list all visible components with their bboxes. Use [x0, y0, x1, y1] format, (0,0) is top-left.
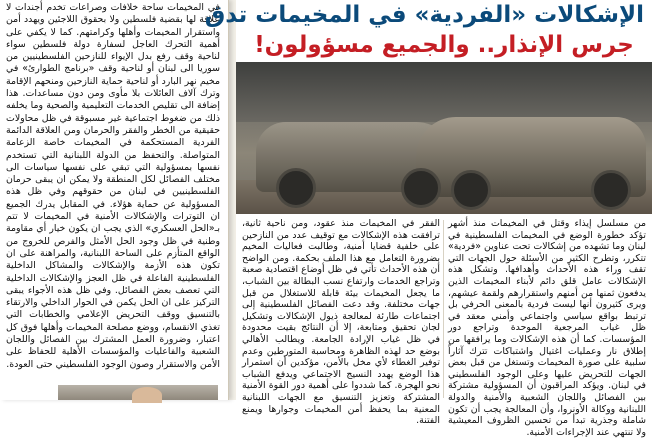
sidebar-column — [0, 0, 240, 400]
car-wheel — [451, 170, 491, 210]
photo-background-wall — [236, 62, 652, 122]
author-face — [132, 387, 162, 403]
headline-line-1: الإشكالات «الفردية» في المخيمات تدق — [204, 2, 644, 28]
headline-line-2: جرس الإنذار.. والجميع مسؤولون! — [254, 32, 634, 58]
article-paragraph: الفقر في المخيمات منذ عقود، ومن ناحية ثانية، ترافقت هذه الإشكالات مع توقيف عدد من النازحين على خلفية قضايا أمنية، وطالبت فعاليات المخيم بضرورة التعامل مع هذا الملف بحكمة. ومن الواضح أن هذه الأحداث تأتي في ظل أوضاع اقتصادية صعبة وتراجع الخدمات وارتفاع نسب البطالة بين الشباب، ما يجعل المخيمات بيئة قابلة للاستغلال من قبل جهات مختلفة. وقد دعت الفصائل الفلسطينية إلى اجتماعات طارئة لمعالجة ذيول الإشكالات وتشكيل لجان تحقيق ومتابعة، إلا أن النتائج بقيت محدودة في ظل غياب الإرادة الجامعة. ويطالب الأهالي بوضع حد لهذه الظاهرة ومحاسبة المتورطين وعدم توفير الغطاء لأي مخل بالأمن، مؤكدين أن استمرار هذا الوضع يهدد النسيج الاجتماعي ويدفع الشباب نحو الهجرة. كما شددوا على أهمية دور القوة الأمنية المشتركة وتعزيز التنسيق مع الجهات اللبنانية المعنية بما يحفظ أمن المخيمات وجوارها ويمنع الفتنة. — [242, 218, 440, 427]
car-wheel — [276, 168, 316, 208]
burned-cars-photo — [236, 62, 652, 214]
headline — [204, 0, 652, 62]
sidebar-frame — [0, 0, 229, 400]
author-photo — [58, 385, 218, 400]
sidebar-paragraph: في المخيمات ساحة خلافات وصراعات تخدم أجندات لا علاقة لها بقضية فلسطين ولا بحقوق اللاجئين ويهدد أمن واستقرار المخيمات وأهلها وكرامتهم. كما لا يكفي على أهمية التحرك العاجل لسفارة دولة فلسطين سواء لناحية وقف رفع بدل الإيواء للنازحين الفلسطينيين من سوريا الى لبنان أو لناحية وقف «برنامج الطوارئ» في مخيم نهر البارد أو لناحية حماية النازحين ومنحهم الإقامة وترك آلاف العائلات بلا مأوى ومن دون مساعدات. هذا إضافة الى تقليص الخدمات التعليمية والصحية وما يخلفه ذلك من ضغوط اجتماعية غير مسبوقة في ظل محاولات حقيقية من الخطر والفقر والحرمان ومن العلاقة الدائمة الفردية المستحكمة في المخيمات خاصة الزعامة المتواصلة. والتحفظ من الدولة اللبنانية التي تستخدم نفسها بمسؤولية التي تبقي على نفسها سياسات الى مختلف الفصائل لكل المنطقة ولا يمكن ان يبقى حرمان الفلسطينيين في لبنان من حقوقهم وفي ظل هذه المسؤولية عن حماية هؤلاء. في المقابل يدرك الجميع ان التوترات والإشكالات الأمنية في المخيمات لا تتم بـ«الحل العسكري» الذي يجب ان يكون خيار أي مقاومة وطنية في ظل وجود الحل الأمثل والفرص للخروج من الواقع المتأزم على الساحة اللبنانية، والمراهنة على ان تكون هذه الأزمة والإشكالات والمشاكل الداخلية الفلسطينية الفاعلة في ظل العجز والإشكالات الداخلية التي تعصف بعض الفصائل. وفي ظل هذه الأجواء يبقى التركيز على ان الحل يكمن في الحوار الداخلي والارتقاء بالتنسيق ووقف التحريض الإعلامي والخطابات التي تغذي الانقسام، ووضع مصلحة المخيمات وأهلها فوق كل اعتبار، وضرورة العمل المشترك بين الفصائل واللجان الشعبية والفاعليات والمؤسسات الأهلية للحفاظ على الأمن والاستقرار وصون الوجود الفلسطيني حتى العودة. — [6, 2, 220, 370]
car-wheel — [401, 168, 441, 208]
car-wheel — [591, 170, 631, 210]
sidebar-article-text — [6, 2, 220, 377]
main-article — [236, 214, 652, 438]
article-column-right — [448, 218, 646, 438]
article-column-left — [242, 218, 440, 427]
column-divider — [443, 220, 444, 398]
article-paragraph: من مسلسل إيذاء وقتل في المخيمات منذ أشهر تؤكد خطورة الوضع في المخيمات الفلسطينية في لبنان وما تشهده من إشكالات تحت عناوين «فردية» تتكرر، وتطرح الكثير من الأسئلة حول الجهات التي تقف وراء هذه الأحداث وأهدافها. وتشكل هذه الإشكالات عامل قلق دائم لأبناء المخيمات الذين يدفعون ثمنها من أمنهم واستقرارهم ولقمة عيشهم، ويرى كثيرون أنها ليست فردية بالمعنى الحرفي بل ترتبط بواقع سياسي واجتماعي وأمني معقد في ظل غياب المرجعية الموحدة وتراجع دور المؤسسات. كما أن هذه الإشكالات وما يرافقها من إطلاق نار وعمليات اغتيال واشتباكات تترك آثاراً سلبية على صورة المخيمات وتستغل من قبل بعض الجهات للتحريض عليها وعلى الوجود الفلسطيني في لبنان. ويؤكد المراقبون أن المسؤولية مشتركة بين الفصائل واللجان الشعبية والأمنية والدولة اللبنانية ووكالة الأونروا، وأن المعالجة يجب أن تكون شاملة وجذرية تبدأ من تحسين الظروف المعيشية ولا تنتهي عند الإجراءات الأمنية. — [448, 218, 646, 438]
